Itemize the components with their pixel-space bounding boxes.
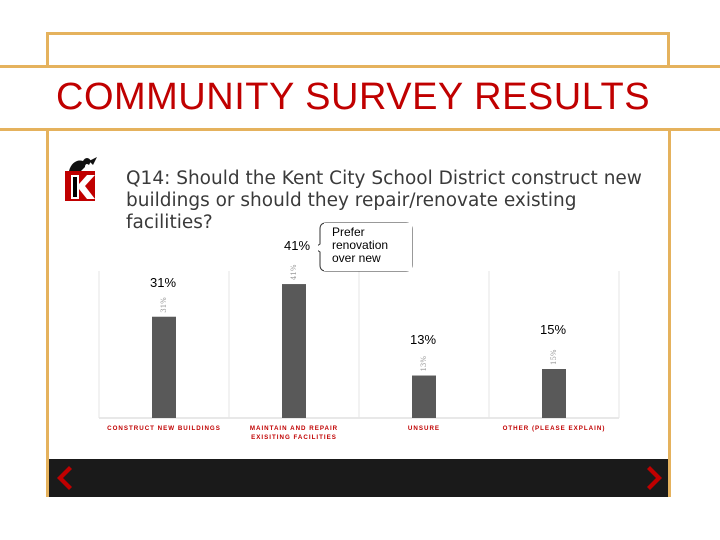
annotation-label: 15% [540,322,567,337]
page-title: COMMUNITY SURVEY RESULTS [56,76,651,118]
embedded-slide [49,131,668,497]
chevron-left-icon[interactable] [53,462,73,494]
callout-line: Prefer [332,225,365,239]
annotation-label: 13% [410,332,437,347]
callout-text [324,223,412,271]
slide-footer [49,459,668,497]
callout-line: renovation [332,238,389,252]
bar [152,317,176,418]
callout-line: over new [332,251,381,265]
survey-question: Q14: Should the Kent City School District construct new buildings or should they repair/renovate existing facilities? [126,168,642,233]
slide-frame-right [668,131,671,497]
annotation-label: 31% [150,275,177,290]
category-label: CONSTRUCT NEW BUILDINGS [107,425,221,432]
bar [412,376,436,418]
category-label: UNSURE [407,425,441,432]
bar-chart [49,131,668,459]
annotation-label: 41% [284,238,311,253]
bar [542,369,566,418]
category-label: OTHER (PLEASE EXPLAIN) [502,425,606,432]
chevron-right-icon[interactable] [646,462,666,494]
slide-frame-top [46,32,670,66]
data-label: 15% [550,349,558,365]
title-rule-top [0,65,720,68]
bar [282,284,306,418]
data-label: 31% [160,297,168,313]
data-label: 13% [420,355,428,372]
category-label: MAINTAIN AND REPAIR [249,425,339,432]
category-label: EXISITING FACILITIES [251,434,337,441]
data-label: 41% [290,264,298,281]
